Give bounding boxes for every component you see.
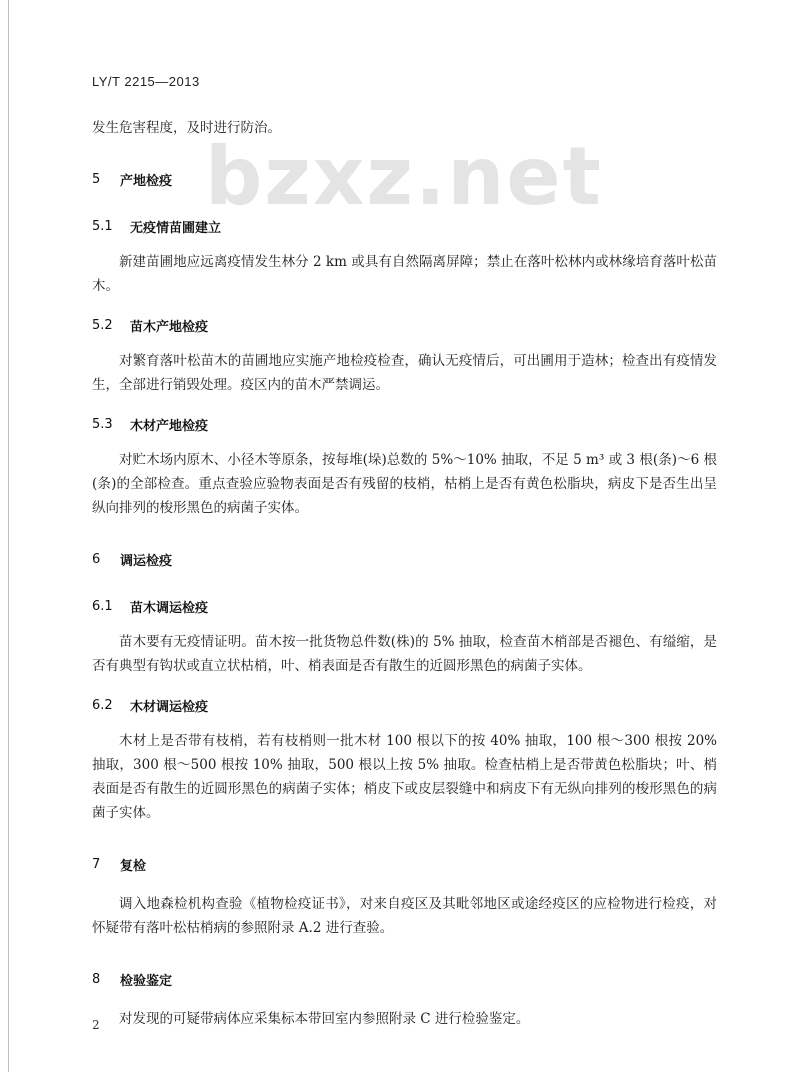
- section-title: 木材调运检疫: [130, 700, 209, 715]
- section-number: 5.3: [92, 417, 113, 432]
- document-body: [92, 116, 717, 1031]
- section-title: 苗木产地检疫: [130, 320, 209, 335]
- section-5-1-heading: [92, 217, 717, 236]
- page-edge-line: [8, 0, 9, 1072]
- section-number: 5.2: [92, 318, 113, 333]
- section-6-1-text: 苗木要有无疫情证明。苗木按一批货物总件数(株)的 5% 抽取，检查苗木梢部是否褪色、有缢缩，是否有典型有钩状或直立状枯梢，叶、梢表面是否有散生的近圆形黑色的病菌子实体。: [92, 634, 717, 674]
- section-5-2-heading: [92, 316, 717, 335]
- continuation-text: 发生危害程度，及时进行防治。: [92, 120, 281, 136]
- section-title: 检验鉴定: [120, 974, 173, 989]
- section-number: 7: [92, 857, 101, 872]
- section-title: 苗木调运检疫: [130, 601, 209, 616]
- section-8-text: 对发现的可疑带病体应采集标本带回室内参照附录 C 进行检验鉴定。: [119, 1011, 530, 1027]
- section-title: 木材产地检疫: [130, 419, 209, 434]
- section-7-text: 调入地森检机构查验《植物检疫证书》，对来自疫区及其毗邻地区或途经疫区的应检物进行检疫，对怀疑带有落叶松枯梢病的参照附录 A.2 进行查验。: [92, 896, 717, 936]
- section-title: 无疫情苗圃建立: [130, 221, 222, 236]
- section-6-2-heading: [92, 696, 717, 715]
- section-title: 产地检疫: [120, 174, 173, 189]
- section-5-2-text: 对繁育落叶松苗木的苗圃地应实施产地检疫检查，确认无疫情后，可出圃用于造林；检查出有疫情发生，全部进行销毁处理。疫区内的苗木严禁调运。: [92, 353, 717, 393]
- section-number: 5.1: [92, 219, 113, 234]
- section-5-3-heading: [92, 415, 717, 434]
- section-5-1-text: 新建苗圃地应远离疫情发生林分 2 km 或具有自然隔离屏障；禁止在落叶松林内或林缘培育落叶松苗木。: [92, 254, 717, 294]
- section-number: 5: [92, 172, 101, 187]
- section-6-2-text: 木材上是否带有枝梢，若有枝梢则一批木材 100 根以下的按 40% 抽取，100 根～300 根按 20% 抽取，300 根～500 根按 10% 抽取，500 根以上按 5% 抽取。检查枯梢上是否带黄色松脂块；叶、梢表面是否有散生的近圆形黑色的病菌子实体；梢皮下或皮层裂缝中和病皮下有无纵向排列的梭形黑色的病菌子实体。: [92, 733, 717, 821]
- section-5-3-text: 对贮木场内原木、小径木等原条，按每堆(垛)总数的 5%～10% 抽取，不足 5 m³ 或 3 根(条)～6 根(条)的全部检查。重点查验应验物表面是否有残留的枝梢，枯梢上是否有黄色松脂块，病皮下是否生出呈纵向排列的梭形黑色的病菌子实体。: [92, 452, 717, 516]
- section-title: 复检: [120, 859, 147, 874]
- section-6-1-heading: [92, 597, 717, 616]
- section-8-heading: [92, 970, 717, 989]
- standard-code: LY/T 2215—2013: [92, 74, 200, 89]
- section-6-heading: [92, 550, 717, 569]
- section-title: 调运检疫: [120, 554, 173, 569]
- section-number: 6.2: [92, 698, 113, 713]
- section-7-heading: [92, 855, 717, 874]
- section-number: 8: [92, 972, 101, 987]
- page-number: 2: [92, 1018, 100, 1032]
- section-number: 6.1: [92, 599, 113, 614]
- watermark: bzxz.net: [205, 130, 603, 223]
- section-5-heading: [92, 170, 717, 189]
- section-number: 6: [92, 552, 101, 567]
